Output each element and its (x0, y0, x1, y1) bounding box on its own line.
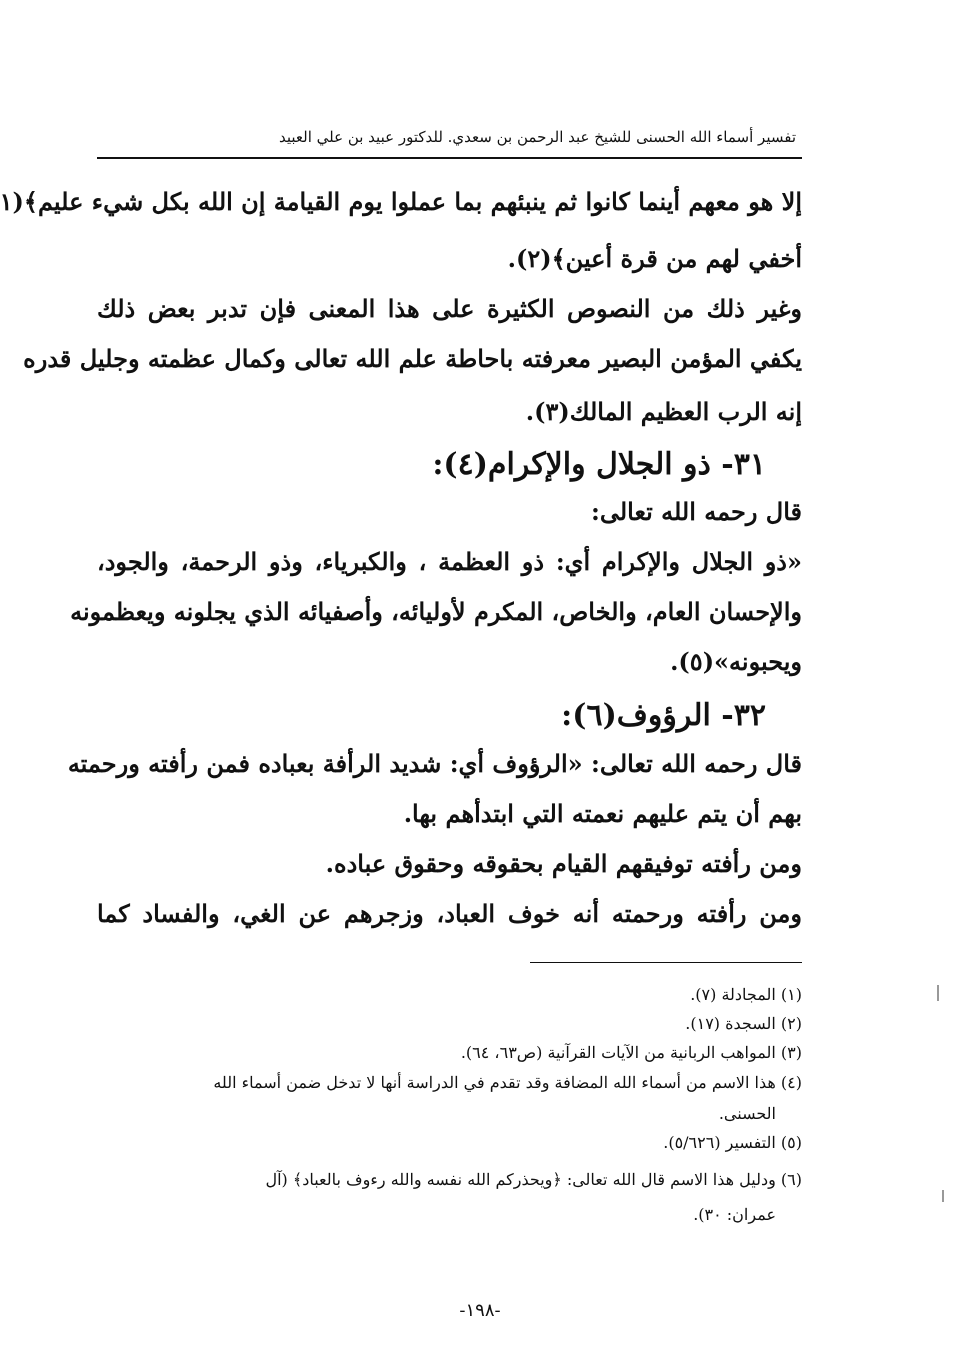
footnote-divider (530, 962, 802, 963)
footnote-continuation: الحسنى. (718, 1104, 776, 1123)
footnote-continuation: عمران: ٣٠). (693, 1205, 776, 1224)
footnote: (١) المجادلة (٧). (690, 985, 802, 1004)
body-line: ومن رأفته ورحمته أنه خوف العباد، وزجرهم عن الغي، والفساد كما (97, 899, 802, 928)
body-line: إلا هو معهم أينما كانوا ثم ينبئهم بما عملوا يوم القيامة إن الله بكل شيء عليم﴾(١ (0, 187, 802, 216)
body-line: ومن رأفته توفيقهم القيام بحقوقه وحقوق عباده. (325, 849, 802, 878)
body-line: «ذو الجلال والإكرام أي: ذو العظمة ، والكبرياء، وذو الرحمة، والجود، (97, 547, 802, 576)
footnote: (٣) المواهب الربانية من الآيات القرآنية (ص٦٣، ٦٤). (460, 1043, 802, 1062)
body-line: يكفي المؤمن البصير معرفته باحاطة علم الله تعالى وكمال عظمته وجليل قدره (23, 344, 802, 373)
footnote: (٦) ودليل هذا الاسم قال الله تعالى: ﴿ويحذركم الله نفسه والله رءوف بالعباد﴾ (آل (265, 1170, 802, 1189)
section-heading-31: ٣١- ذو الجلال والإكرام(٤): (432, 447, 766, 482)
body-line: قال رحمه الله تعالى: «الرؤوف أي: شديد الرأفة بعباده فمن رأفته ورحمته (67, 749, 802, 778)
body-line: بهم أن يتم عليهم نعمته التي ابتدأهم بها. (403, 799, 802, 828)
footnote: (٤) هذا الاسم من أسماء الله المضافة وقد تقدم في الدراسة أنها لا تدخل ضمن أسماء الله (213, 1073, 802, 1092)
page-number: -١٩٨- (459, 1300, 501, 1321)
body-line: أخفي لهم من قرة أعين﴾(٢). (507, 244, 802, 273)
scan-mark (937, 985, 939, 1001)
section-heading-32: ٣٢- الرؤوف(٦): (561, 698, 766, 733)
body-line: وغير ذلك من النصوص الكثيرة على هذا المعنى فإن تدبر بعض ذلك (97, 294, 802, 323)
body-line: ويحبونه»(٥). (670, 647, 802, 676)
header-divider (97, 157, 802, 159)
body-line: قال رحمه الله تعالى: (591, 497, 802, 526)
running-header: تفسير أسماء الله الحسنى للشيخ عبد الرحمن بن سعدي. للدكتور عبيد بن علي العبيد (278, 128, 796, 146)
footnote: (٥) التفسير (٥/٦٢٦). (663, 1133, 802, 1152)
body-line: إنه الرب العظيم المالك(٣). (525, 397, 802, 426)
body-line: والإحسان العام، والخاص، المكرم لأوليائه، وأصفيائه الذي يجلونه ويعظمونه (70, 597, 802, 626)
scan-mark (942, 1190, 944, 1202)
footnote: (٢) السجدة (١٧). (685, 1014, 802, 1033)
